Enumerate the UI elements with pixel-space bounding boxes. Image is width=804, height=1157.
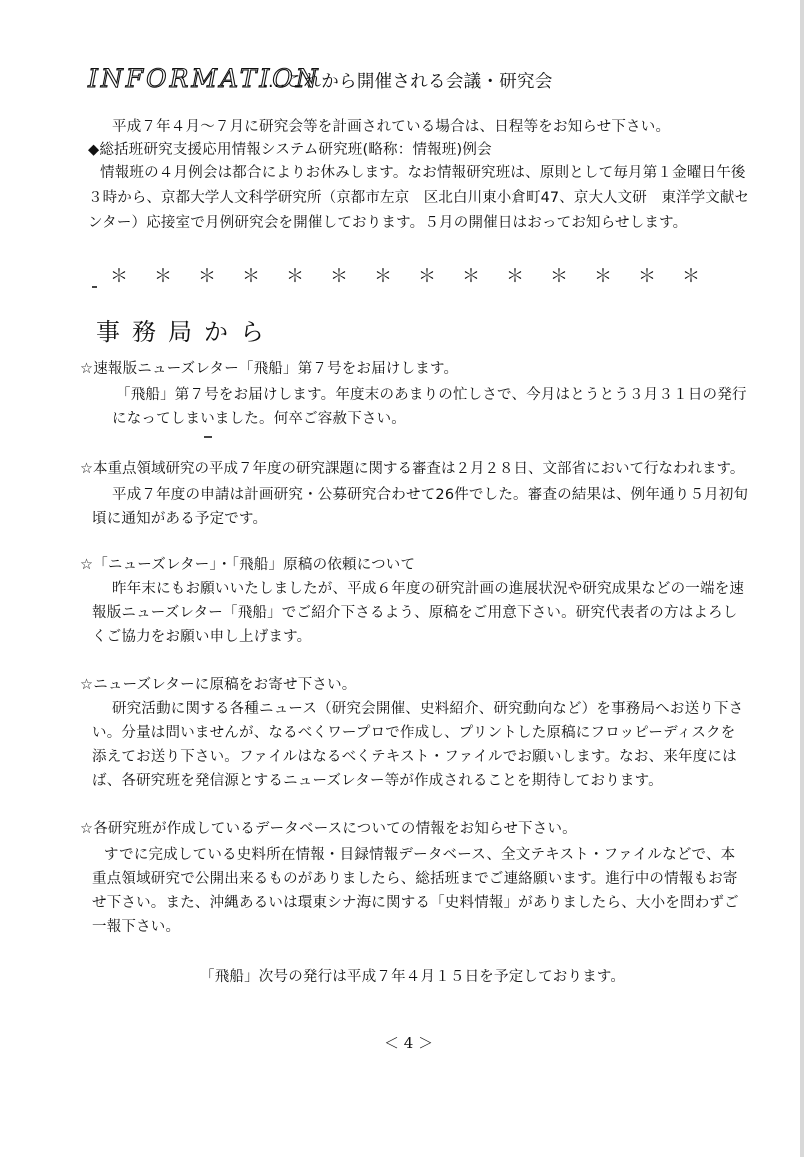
jimukyoku-heading: 事務局から bbox=[96, 318, 276, 346]
section-heading: ☆速報版ニューズレター「飛船」第７号をお届けします。 bbox=[80, 361, 459, 377]
section-heading: ☆本重点領域研究の平成７年度の研究課題に関する審査は２月２８日、文部省において行なわれます。 bbox=[80, 461, 745, 477]
section-line: くご協力をお願い申し上げます。 bbox=[92, 629, 312, 645]
section-line: ば、各研究班を発信源とするニューズレター等が作成されることを期待しております。 bbox=[92, 773, 663, 789]
section-heading: ☆各研究班が作成しているデータベースについての情報をお知らせ下さい。 bbox=[80, 821, 577, 837]
page-edge-shadow bbox=[800, 0, 804, 1157]
section-line: 添えてお送り下さい。ファイルはなるべくテキスト・ファイルでお願いします。なお、来年度には bbox=[92, 749, 737, 765]
info-body-line: ３時から、京都大学人文科学研究所（京都市左京 区北白川東小倉町47、京大人文研 東洋学文献セ bbox=[88, 190, 750, 206]
section-line: 昨年末にもお願いいたしましたが、平成６年度の研究計画の進展状況や研究成果などの一端を速 bbox=[112, 581, 745, 597]
section-heading: ☆ニューズレターに原稿をお寄せ下さい。 bbox=[80, 677, 357, 693]
section-line: 頃に通知がある予定です。 bbox=[92, 511, 268, 527]
info-body-line: 情報班の４月例会は都合によりお休みします。なお情報研究班は、原則として毎月第１金曜日午後 bbox=[100, 165, 746, 181]
info-body-line: ンター）応接室で月例研究会を開催しております。５月の開催日はおってお知らせします。 bbox=[88, 215, 688, 231]
section-line: 「飛船」第７号をお届けします。年度末のあまりの忙しさで、今月はとうとう３月３１日の発行 bbox=[116, 387, 747, 403]
section-line: すでに完成している史料所在情報・目録情報データベース、全文テキスト・ファイルなどで、本 bbox=[104, 847, 736, 863]
section-line: 一報下さい。 bbox=[92, 919, 181, 935]
section-line: 研究活動に関する各種ニュース（研究会開催、史料紹介、研究動向など）を事務局へお送り下さ bbox=[112, 701, 744, 717]
information-subtitle: ….これから開催される会議・研究会 bbox=[262, 72, 553, 92]
stray-mark bbox=[92, 286, 97, 288]
section-line: 重点領域研究で公開出来るものがありましたら、総括班までご連絡願います。進行中の情報もお寄 bbox=[92, 871, 738, 887]
section-line: い。分量は問いませんが、なるべくワープロで作成し、プリントした原稿にフロッピーディスクを bbox=[92, 725, 736, 741]
page-number: ＜ 4 ＞ bbox=[384, 1034, 434, 1052]
separator-stars: ＊＊＊＊＊＊＊＊＊＊＊＊＊＊ bbox=[110, 266, 726, 287]
section-line: になってしまいました。何卒ご容赦下さい。 bbox=[112, 411, 406, 427]
section-line: 平成７年度の申請は計画研究・公募研究合わせて26件でした。審査の結果は、例年通り５月初旬 bbox=[112, 487, 749, 503]
information-heading: INFORMATION bbox=[88, 64, 321, 93]
section-line: せ下さい。また、沖縄あるいは環東シナ海に関する「史料情報」がありましたら、大小を問わずご bbox=[92, 895, 739, 911]
info-item-heading: ◆総括班研究支援応用情報システム研究班(略称：情報班)例会 bbox=[88, 142, 492, 158]
section-line: 報版ニューズレター「飛船」でご紹介下さるよう、原稿をご用意下さい。研究代表者の方はよろし bbox=[92, 605, 738, 621]
stray-mark bbox=[204, 436, 212, 438]
section-heading: ☆「ニューズレター」・「飛船」原稿の依頼について bbox=[80, 557, 416, 573]
info-intro: 平成７年４月〜７月に研究会等を計画されている場合は、日程等をお知らせ下さい。 bbox=[112, 119, 671, 135]
next-issue-notice: 「飛船」次号の発行は平成７年４月１５日を予定しております。 bbox=[200, 969, 626, 985]
